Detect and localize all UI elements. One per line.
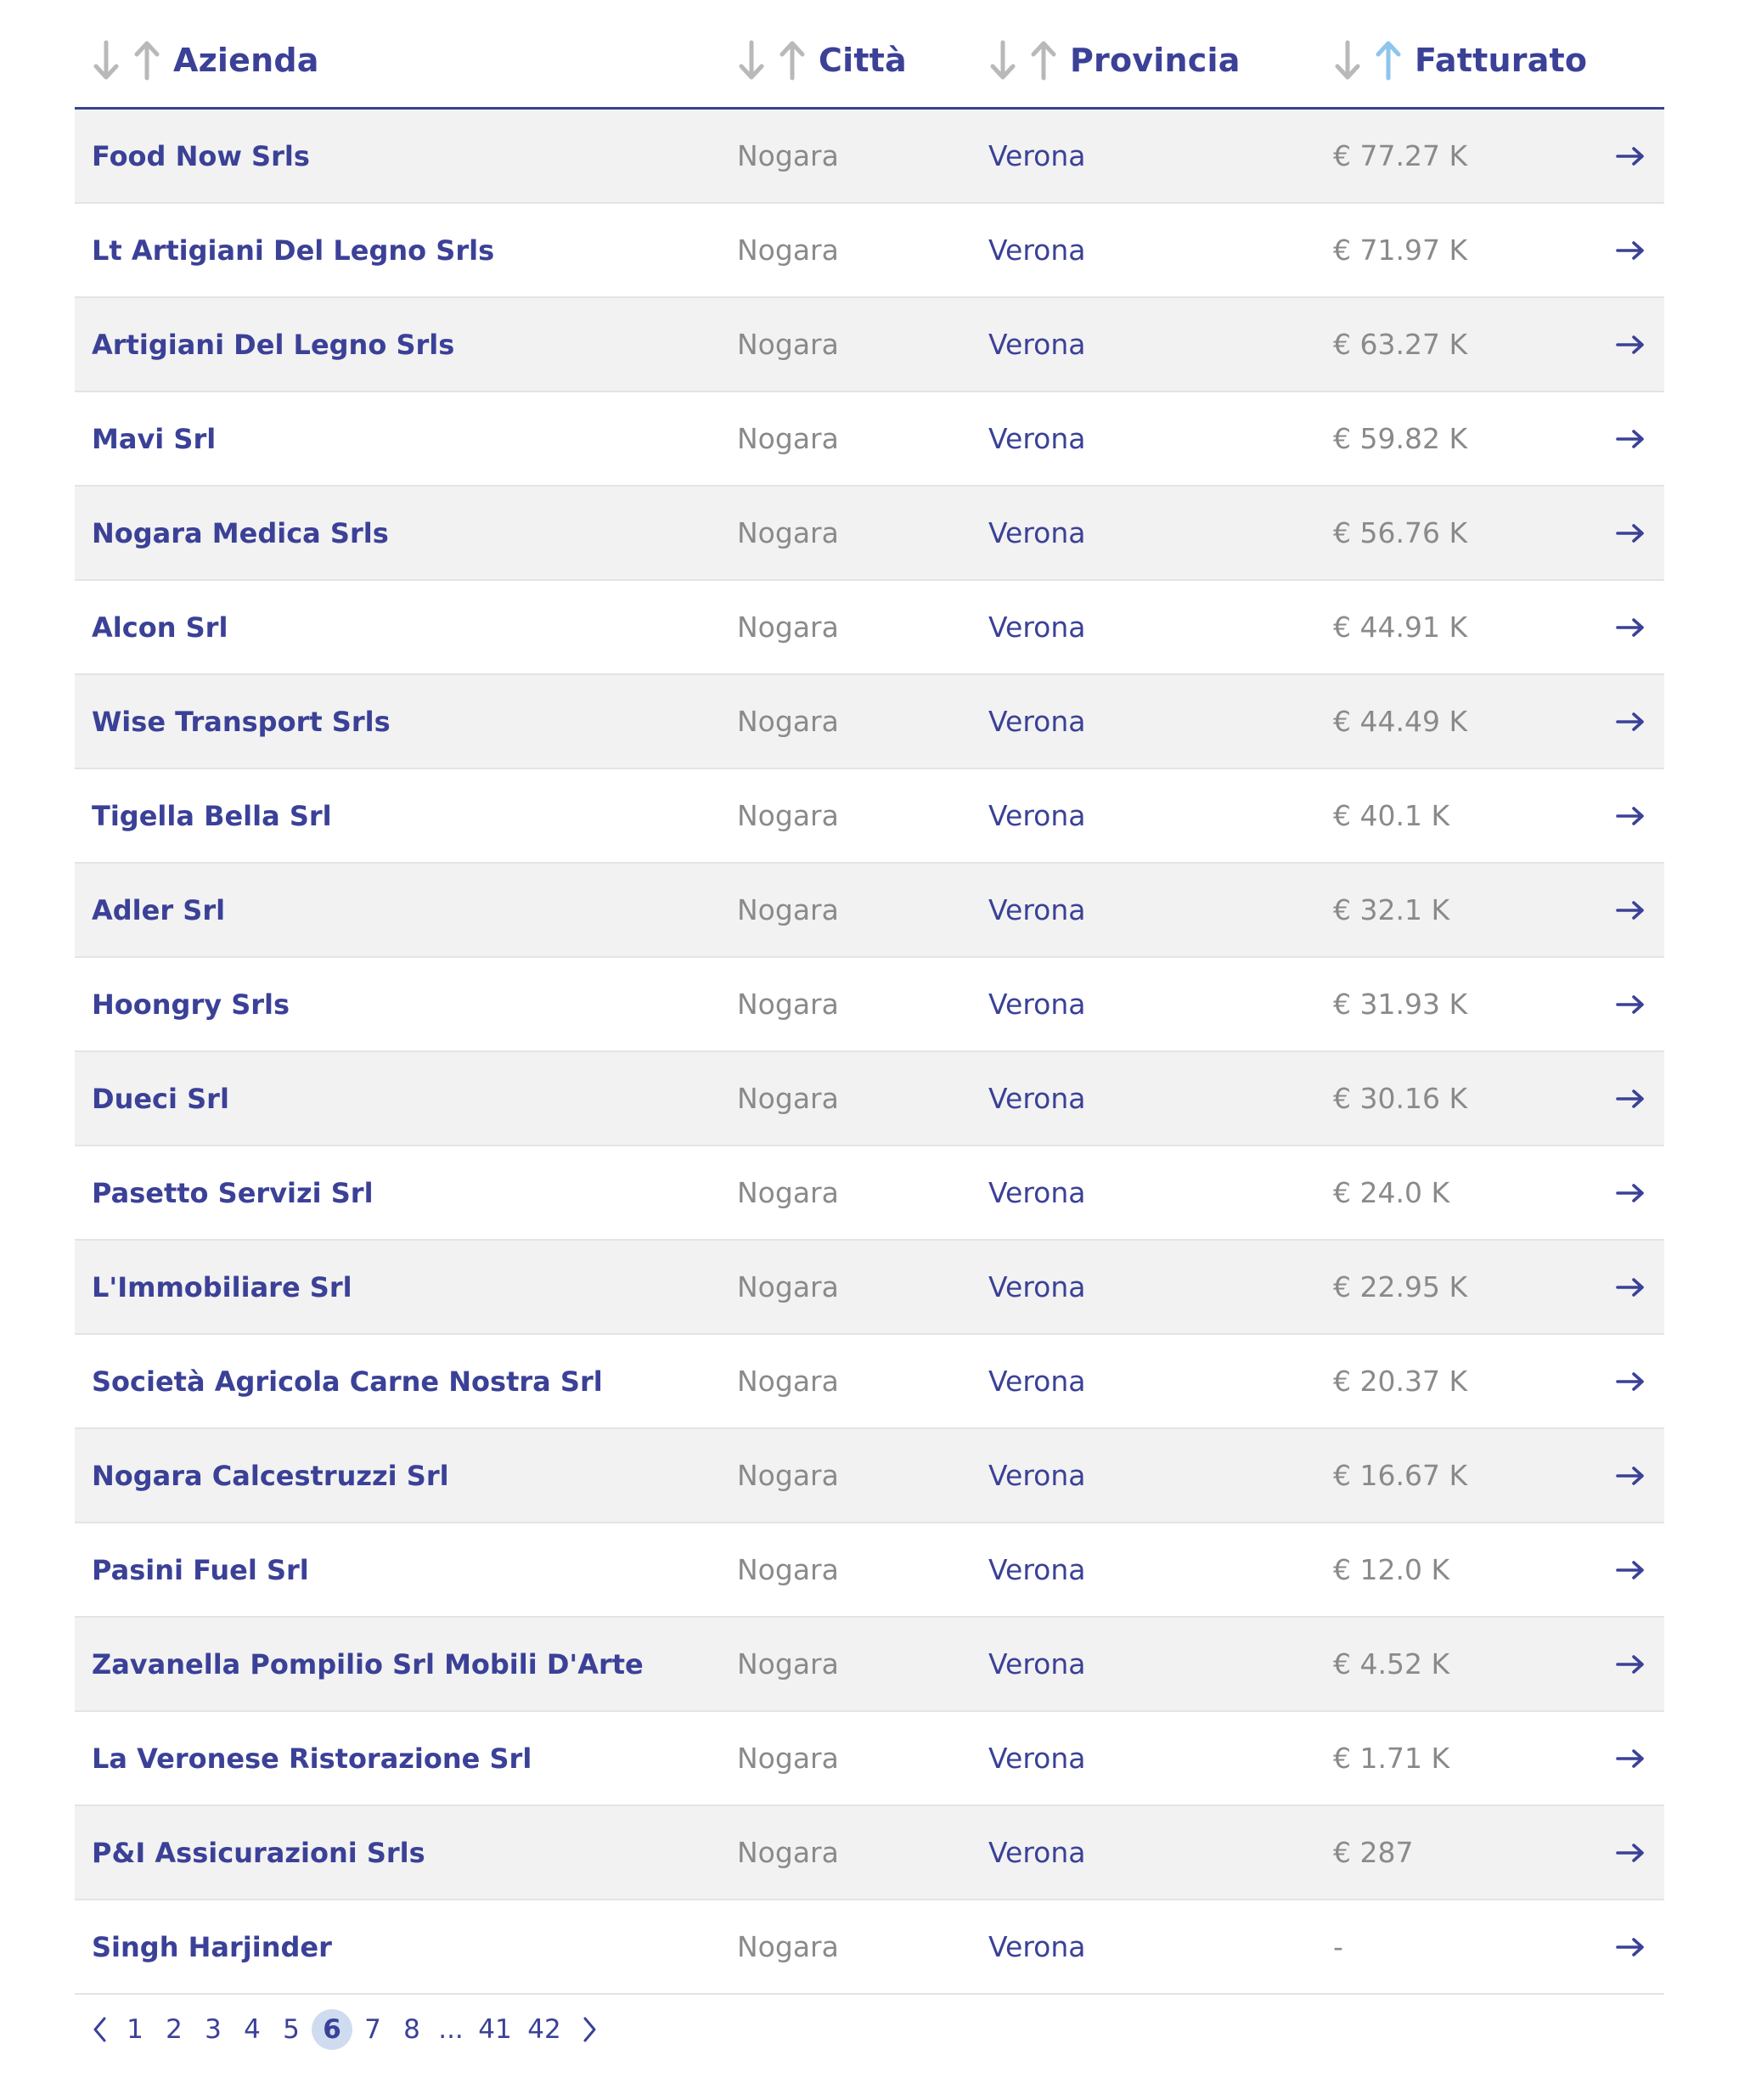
province-cell: Verona	[988, 422, 1086, 455]
province-cell: Verona	[988, 988, 1086, 1021]
table-row[interactable]	[75, 1523, 1664, 1618]
revenue-cell: € 20.37 K	[1333, 1365, 1468, 1398]
arrow-right-icon	[1616, 806, 1645, 826]
pagination-page-41[interactable]: 41	[478, 2014, 512, 2045]
company-name-link[interactable]: Società Agricola Carne Nostra Srl	[92, 1365, 603, 1398]
arrow-right-icon	[1616, 1466, 1645, 1486]
arrow-right-icon	[1616, 900, 1645, 921]
arrow-right-icon	[1616, 1089, 1645, 1109]
city-cell: Nogara	[737, 799, 839, 832]
province-cell: Verona	[988, 799, 1086, 832]
table-row[interactable]	[75, 1806, 1664, 1900]
province-cell: Verona	[988, 1176, 1086, 1209]
sort-descending-icon[interactable]	[737, 39, 766, 82]
table-row[interactable]	[75, 110, 1664, 204]
pagination-page-2[interactable]: 2	[166, 2014, 183, 2045]
row-open-button[interactable]	[1612, 204, 1649, 296]
column-title: Città	[819, 42, 907, 79]
company-name-link[interactable]: La Veronese Ristorazione Srl	[92, 1742, 532, 1775]
row-open-button[interactable]	[1612, 1618, 1649, 1710]
revenue-cell: € 63.27 K	[1333, 328, 1468, 361]
province-cell: Verona	[988, 1742, 1086, 1775]
row-open-button[interactable]	[1612, 1335, 1649, 1427]
province-cell: Verona	[988, 1930, 1086, 1963]
company-name-link[interactable]: Zavanella Pompilio Srl Mobili D'Arte	[92, 1647, 644, 1681]
city-cell: Nogara	[737, 1365, 839, 1398]
pagination-ellipsis: ...	[438, 2014, 464, 2045]
sort-controls	[988, 39, 1058, 82]
row-open-button[interactable]	[1612, 487, 1649, 579]
arrow-right-icon	[1616, 712, 1645, 732]
revenue-cell: € 1.71 K	[1333, 1742, 1450, 1775]
companies-table	[75, 0, 1664, 1995]
column-title: Provincia	[1070, 42, 1241, 79]
table-row[interactable]	[75, 1429, 1664, 1523]
row-open-button[interactable]	[1612, 1241, 1649, 1333]
revenue-cell: € 77.27 K	[1333, 139, 1468, 172]
city-cell: Nogara	[737, 1553, 839, 1586]
arrow-right-icon	[1616, 523, 1645, 543]
sort-ascending-icon[interactable]	[1029, 39, 1058, 82]
chevron-right-icon	[581, 2016, 598, 2043]
province-cell: Verona	[988, 1270, 1086, 1303]
table-row[interactable]	[75, 487, 1664, 581]
row-open-button[interactable]	[1612, 298, 1649, 391]
chevron-left-icon	[92, 2016, 109, 2043]
sort-descending-icon[interactable]	[1333, 39, 1362, 82]
sort-descending-icon[interactable]	[92, 39, 121, 82]
city-cell: Nogara	[737, 1176, 839, 1209]
column-header-citta[interactable]	[737, 39, 907, 82]
province-cell: Verona	[988, 1553, 1086, 1586]
city-cell: Nogara	[737, 516, 839, 549]
company-name-link[interactable]: Hoongry Srls	[92, 988, 290, 1021]
arrow-right-icon	[1616, 1183, 1645, 1203]
row-open-button[interactable]	[1612, 392, 1649, 485]
arrow-right-icon	[1616, 1371, 1645, 1392]
province-cell: Verona	[988, 893, 1086, 926]
row-open-button[interactable]	[1612, 769, 1649, 862]
company-name-link[interactable]: Artigiani Del Legno Srls	[92, 328, 455, 361]
revenue-cell: -	[1333, 1930, 1343, 1963]
revenue-cell: € 22.95 K	[1333, 1270, 1468, 1303]
arrow-right-icon	[1616, 1654, 1645, 1675]
sort-ascending-icon[interactable]	[778, 39, 807, 82]
arrow-right-icon	[1616, 1937, 1645, 1957]
city-cell: Nogara	[737, 234, 839, 267]
pagination-pages	[115, 2008, 569, 2051]
company-name-link[interactable]: L'Immobiliare Srl	[92, 1270, 352, 1303]
city-cell: Nogara	[737, 893, 839, 926]
city-cell: Nogara	[737, 1082, 839, 1115]
company-name-link[interactable]: Lt Artigiani Del Legno Srls	[92, 234, 495, 267]
company-name-link[interactable]: Nogara Medica Srls	[92, 516, 389, 549]
table-row[interactable]	[75, 1712, 1664, 1806]
pagination-page-8[interactable]: 8	[403, 2014, 420, 2045]
city-cell: Nogara	[737, 1270, 839, 1303]
province-cell: Verona	[988, 328, 1086, 361]
province-cell: Verona	[988, 1365, 1086, 1398]
table-row[interactable]	[75, 1146, 1664, 1241]
row-open-button[interactable]	[1612, 864, 1649, 956]
revenue-cell: € 4.52 K	[1333, 1647, 1450, 1681]
sort-ascending-icon[interactable]	[132, 39, 161, 82]
table-header	[75, 0, 1664, 110]
company-name-link[interactable]: P&I Assicurazioni Srls	[92, 1836, 425, 1869]
province-cell: Verona	[988, 1836, 1086, 1869]
company-name-link[interactable]: Pasetto Servizi Srl	[92, 1176, 374, 1209]
row-open-button[interactable]	[1612, 1900, 1649, 1993]
table-row[interactable]	[75, 1900, 1664, 1995]
company-name-link[interactable]: Tigella Bella Srl	[92, 799, 332, 832]
company-name-link[interactable]: Dueci Srl	[92, 1082, 229, 1115]
row-open-button[interactable]	[1612, 675, 1649, 768]
arrow-right-icon	[1616, 335, 1645, 355]
table-row[interactable]	[75, 958, 1664, 1052]
pagination-page-42[interactable]: 42	[527, 2014, 561, 2045]
row-open-button[interactable]	[1612, 1146, 1649, 1239]
revenue-cell: € 44.49 K	[1333, 705, 1468, 738]
row-open-button[interactable]	[1612, 581, 1649, 673]
pagination-next-button[interactable]	[574, 2008, 605, 2051]
city-cell: Nogara	[737, 988, 839, 1021]
province-cell: Verona	[988, 1459, 1086, 1492]
sort-descending-icon[interactable]	[988, 39, 1017, 82]
table-row[interactable]	[75, 1618, 1664, 1712]
arrow-right-icon	[1616, 994, 1645, 1015]
company-name-link[interactable]: Nogara Calcestruzzi Srl	[92, 1459, 449, 1492]
company-name-link[interactable]: Alcon Srl	[92, 611, 228, 644]
column-header-provincia[interactable]	[988, 39, 1241, 82]
table-row[interactable]	[75, 581, 1664, 675]
table-row[interactable]	[75, 675, 1664, 769]
row-open-button[interactable]	[1612, 1052, 1649, 1145]
company-name-link[interactable]: Mavi Srl	[92, 422, 217, 455]
pagination-page-4[interactable]: 4	[244, 2014, 261, 2045]
province-cell: Verona	[988, 516, 1086, 549]
revenue-cell: € 32.1 K	[1333, 893, 1450, 926]
arrow-right-icon	[1616, 1277, 1645, 1298]
city-cell: Nogara	[737, 422, 839, 455]
sort-controls	[1333, 39, 1403, 82]
pagination	[85, 2006, 605, 2053]
city-cell: Nogara	[737, 1930, 839, 1963]
sort-ascending-icon-active[interactable]	[1374, 39, 1403, 82]
revenue-cell: € 44.91 K	[1333, 611, 1468, 644]
row-open-button[interactable]	[1612, 1806, 1649, 1899]
city-cell: Nogara	[737, 1836, 839, 1869]
company-name-link[interactable]: Wise Transport Srls	[92, 705, 391, 738]
revenue-cell: € 12.0 K	[1333, 1553, 1450, 1586]
row-open-button[interactable]	[1612, 1712, 1649, 1804]
row-open-button[interactable]	[1612, 1523, 1649, 1616]
column-header-fatturato[interactable]	[1333, 39, 1587, 82]
arrow-right-icon	[1616, 429, 1645, 449]
revenue-cell: € 16.67 K	[1333, 1459, 1468, 1492]
table-row[interactable]	[75, 392, 1664, 487]
arrow-right-icon	[1616, 1560, 1645, 1580]
pagination-prev-button[interactable]	[85, 2008, 115, 2051]
table-row[interactable]	[75, 1335, 1664, 1429]
table-row[interactable]	[75, 769, 1664, 864]
arrow-right-icon	[1616, 240, 1645, 261]
city-cell: Nogara	[737, 328, 839, 361]
city-cell: Nogara	[737, 1647, 839, 1681]
province-cell: Verona	[988, 139, 1086, 172]
company-name-link[interactable]: Pasini Fuel Srl	[92, 1553, 309, 1586]
province-cell: Verona	[988, 234, 1086, 267]
revenue-cell: € 56.76 K	[1333, 516, 1468, 549]
sort-controls	[737, 39, 807, 82]
revenue-cell: € 30.16 K	[1333, 1082, 1468, 1115]
province-cell: Verona	[988, 1082, 1086, 1115]
arrow-right-icon	[1616, 1748, 1645, 1769]
city-cell: Nogara	[737, 611, 839, 644]
company-name-link[interactable]: Food Now Srls	[92, 139, 310, 172]
company-name-link[interactable]: Adler Srl	[92, 893, 226, 926]
row-open-button[interactable]	[1612, 1429, 1649, 1522]
revenue-cell: € 287	[1333, 1836, 1414, 1869]
table-row[interactable]	[75, 1052, 1664, 1146]
row-open-button[interactable]	[1612, 110, 1649, 202]
arrow-right-icon	[1616, 1843, 1645, 1863]
province-cell: Verona	[988, 705, 1086, 738]
table-body	[75, 110, 1664, 1995]
sort-controls	[92, 39, 161, 82]
province-cell: Verona	[988, 1647, 1086, 1681]
pagination-page-5[interactable]: 5	[283, 2014, 300, 2045]
column-title: Fatturato	[1415, 42, 1588, 79]
row-open-button[interactable]	[1612, 958, 1649, 1050]
arrow-right-icon	[1616, 617, 1645, 638]
pagination-page-3[interactable]: 3	[205, 2014, 222, 2045]
arrow-right-icon	[1616, 146, 1645, 166]
column-header-azienda[interactable]	[92, 39, 319, 82]
revenue-cell: € 59.82 K	[1333, 422, 1468, 455]
column-title: Azienda	[173, 42, 319, 79]
company-name-link[interactable]: Singh Harjinder	[92, 1930, 332, 1963]
table-row[interactable]	[75, 298, 1664, 392]
revenue-cell: € 31.93 K	[1333, 988, 1468, 1021]
pagination-current-page[interactable]: 6	[312, 2009, 352, 2050]
table-row[interactable]	[75, 1241, 1664, 1335]
province-cell: Verona	[988, 611, 1086, 644]
city-cell: Nogara	[737, 1459, 839, 1492]
pagination-page-7[interactable]: 7	[364, 2014, 381, 2045]
revenue-cell: € 71.97 K	[1333, 234, 1468, 267]
pagination-page-1[interactable]: 1	[127, 2014, 144, 2045]
revenue-cell: € 24.0 K	[1333, 1176, 1450, 1209]
city-cell: Nogara	[737, 1742, 839, 1775]
city-cell: Nogara	[737, 705, 839, 738]
table-row[interactable]	[75, 864, 1664, 958]
table-row[interactable]	[75, 204, 1664, 298]
city-cell: Nogara	[737, 139, 839, 172]
revenue-cell: € 40.1 K	[1333, 799, 1450, 832]
